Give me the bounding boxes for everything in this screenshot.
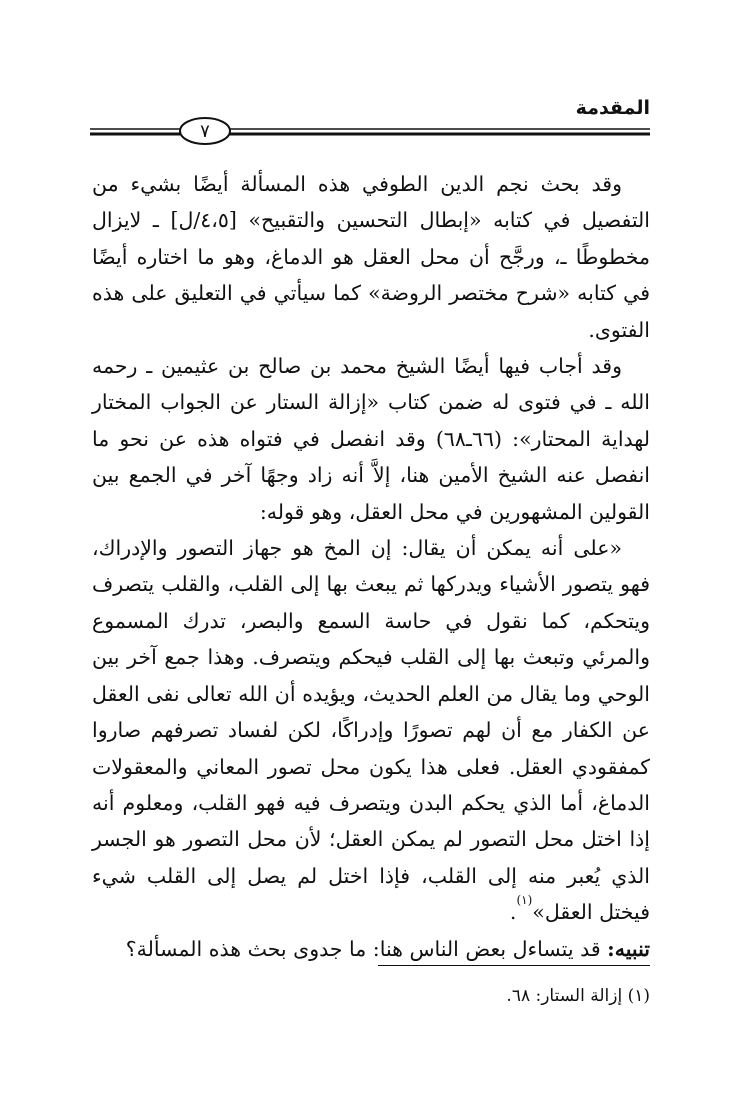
main-text [92,166,650,967]
running-title: المقدمة [575,97,650,119]
paragraph: وقد بحث نجم الدين الطوفي هذه المسألة أيضًا بشيء من التفصيل في كتابه «إبطال التحسين والتقبيح» [٤،٥/ل] ـ لايزال مخطوطًا ـ، ورجَّح أن محل العقل هو الدماغ، وهو ما اختاره أيضًا في كتابه «شرح مختصر الروضة» كما سيأتي في التعليق على هذه الفتوى. [92,172,650,342]
note-paragraph [92,931,650,967]
note-label: تنبيه: [607,936,650,961]
footnote [506,982,650,1010]
footnote-separator [378,965,650,966]
footnote-reference[interactable]: (١) [516,893,533,908]
quoted-paragraph [92,530,650,930]
header-rule-ornament [90,114,650,154]
paragraph: وقد أجاب فيها أيضًا الشيخ محمد بن صالح بن عثيمين ـ رحمه الله ـ في فتوى له ضمن كتاب «إزالة الستار عن الجواب المختار لهداية المحتار»: (٦٦ـ٦٨) وقد انفصل في فتواه هذه عن نحو ما انفصل عنه الشيخ الأمين هنا، إلاَّ أنه زاد وجهًا آخر في الجمع بين القولين المشهورين في محل العقل، وهو قوله: [92,354,651,524]
quotation-text: «على أنه يمكن أن يقال: إن المخ هو جهاز التصور والإدراك، فهو يتصور الأشياء ويدركها ثم يبعث بها إلى القلب، والقلب يتصرف ويتحكم، كما نقول في حاسة السمع والبصر، تدرك المسموع والمرئي وتبعث بها إلى القلب فيحكم ويتصرف. وهذا جمع آخر بين الوحي وما يقال من العلم الحديث، ويؤيده أن الله تعالى نفى العقل عن الكفار مع أن لهم تصورًا وإدراكًا، لكن لفساد تصرفهم صاروا كمفقودي العقل. فعلى هذا يكون محل تصور المعاني والمعقولات الدماغ، أما الذي يحكم البدن ويتصرف فيه فهو القلب، ومعلوم أنه إذا اختل محل التصور لم يمكن العقل؛ لأن محل التصور هو الجسر الذي يُعبر منه إلى القلب، فإذا اختل لم يصل إلى القلب شيء فيختل العقل» [92,536,650,925]
footnote-marker: (١) [627,986,650,1006]
note-text: قد يتساءل بعض الناس هنا: ما جدوى بحث هذه المسألة؟ [125,936,601,961]
footnote-text: إزالة الستار: ٦٨. [506,986,623,1006]
page-number: ٧ [200,121,210,142]
period: . [509,900,517,925]
